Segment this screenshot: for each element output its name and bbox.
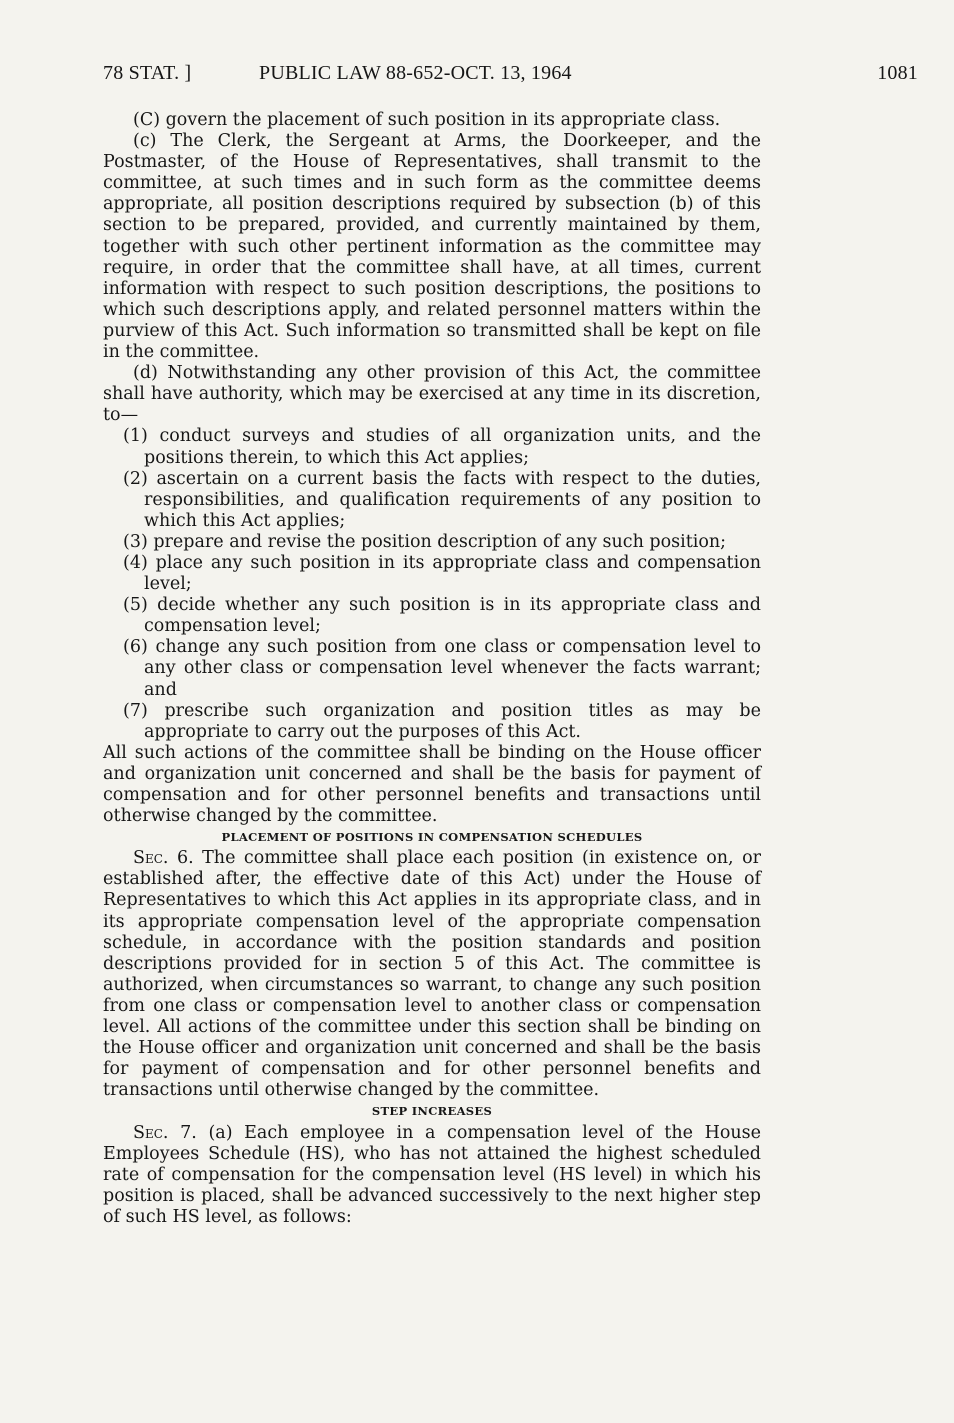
page-number: 1081	[877, 62, 918, 84]
list-item: (7) prescribe such organization and position titles as may be appropriate to carry out the purposes of this Act.	[123, 700, 761, 742]
running-title: PUBLIC LAW 88-652-OCT. 13, 1964	[259, 62, 572, 84]
paragraph-d: (d) Notwithstanding any other provision of this Act, the committee shall have authority, which may be exercised at any time in its discretion, to—	[103, 363, 761, 426]
paragraph-c-govern: (C) govern the placement of such position in its appropriate class.	[133, 110, 721, 130]
paragraph-all-actions: All such actions of the committee shall be binding on the House officer and organization unit concerned and shall be the basis for payment of compensation and for other personnel benefits and transactions until otherwise changed by the committee.	[103, 742, 761, 827]
statute-citation: 78 STAT. ]	[103, 62, 192, 84]
section-6-label: Sec. 6.	[133, 848, 194, 869]
paragraph-c: (c) The Clerk, the Sergeant at Arms, the Doorkeeper, and the Postmaster, of the House of Representatives, shall transmit to the committee, at such times and in such form as the committee deems appropriate, all position descriptions required by subsection (b) of this section to be prepared, provided, and currently maintained by them, together with such other pertinent information as the committee may require, in order that the committee shall have, at all times, current information with respect to such position descriptions, the positions to which such descriptions apply, and related personnel matters within the purview of this Act. Such information so transmitted shall be kept on file in the committee.	[103, 131, 761, 363]
list-item: (2) ascertain on a current basis the facts with respect to the duties, responsibilities, and qualification requirements of any position to which this Act applies;	[123, 468, 761, 531]
list-item: (3) prepare and revise the position description of any such position;	[123, 531, 727, 552]
section-6	[103, 848, 761, 1101]
list-item: (6) change any such position from one class or compensation level to any other class or compensation level whenever the facts warrant; and	[123, 637, 761, 700]
section-heading-placement: PLACEMENT OF POSITIONS IN COMPENSATION SCHEDULES	[221, 830, 643, 845]
section-7-label: Sec. 7.	[133, 1122, 197, 1143]
page-body	[103, 110, 761, 1228]
list-item: (1) conduct surveys and studies of all organization units, and the positions therein, to which this Act applies;	[123, 426, 761, 468]
list-item: (5) decide whether any such position is in its appropriate class and compensation level;	[123, 595, 761, 637]
section-7-text: (a) Each employee in a compensation level of the House Employees Schedule (HS), who has not attained the highest scheduled rate of compensation for the compensation level (HS level) in which his position is placed, shall be advanced successively to the next higher step of such HS level, as follows:	[103, 1122, 761, 1227]
section-heading-step-increases: STEP INCREASES	[371, 1104, 493, 1119]
section-6-text: The committee shall place each position (in existence on, or established after, the effective date of this Act) under the House of Representatives to which this Act applies in its appropriate class, and in its appropriate compensation level of the appropriate compensation schedule, in accordance with the position standards and position descriptions provided for in section 5 of this Act. The committee is authorized, when circumstances so warrant, to change any such position from one class or compensation level to another class or compensation level. All actions of the committee under this section shall be binding on the House officer and organization unit concerned and shall be the basis for payment of compensation and for other personnel benefits and transactions until otherwise changed by the committee.	[103, 848, 761, 1101]
list-item: (4) place any such position in its appropriate class and compensation level;	[123, 552, 761, 595]
section-7	[103, 1123, 761, 1228]
page-header	[103, 62, 918, 90]
